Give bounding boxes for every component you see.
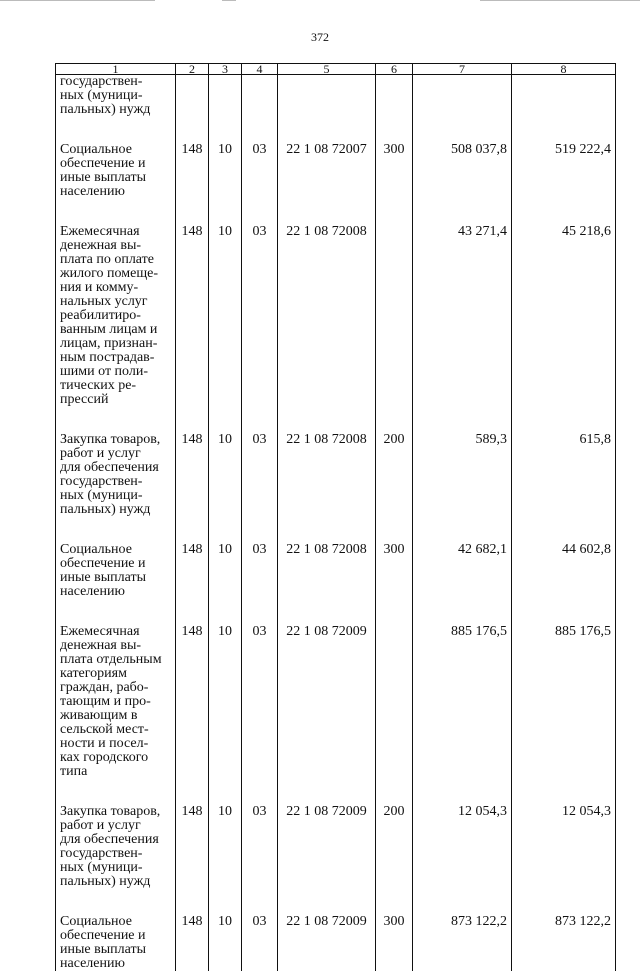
spacer-cell bbox=[512, 779, 616, 799]
code-cell: 148 bbox=[176, 219, 209, 407]
spacer-cell bbox=[376, 407, 413, 427]
spacer-cell bbox=[176, 599, 209, 619]
expense-name-cell bbox=[56, 219, 176, 407]
spacer-cell bbox=[413, 779, 512, 799]
expense-type-cell bbox=[376, 75, 413, 118]
spacer-cell bbox=[512, 599, 616, 619]
expense-type-cell: 200 bbox=[376, 799, 413, 889]
spacer-cell bbox=[512, 117, 616, 137]
expense-name-line: тающим и про- bbox=[60, 695, 175, 709]
expense-name-line: граждан, рабо- bbox=[60, 681, 175, 695]
spacer-cell bbox=[413, 517, 512, 537]
target-cell: 22 1 08 72009 bbox=[278, 909, 376, 971]
spacer-cell bbox=[209, 517, 242, 537]
expense-name-line: типа bbox=[60, 765, 175, 779]
spacer-cell bbox=[376, 517, 413, 537]
expense-name-cell bbox=[56, 75, 176, 118]
amount-cell: 885 176,5 bbox=[413, 619, 512, 779]
spacer-cell bbox=[242, 889, 278, 909]
row-spacer bbox=[56, 779, 616, 799]
col-header-7: 7 bbox=[413, 64, 512, 75]
expense-type-cell: 200 bbox=[376, 427, 413, 517]
spacer-cell bbox=[56, 779, 176, 799]
spacer-cell bbox=[278, 117, 376, 137]
target-cell: 22 1 08 72007 bbox=[278, 137, 376, 199]
spacer-cell bbox=[176, 779, 209, 799]
spacer-cell bbox=[209, 407, 242, 427]
expense-name-line: нальных услуг bbox=[60, 295, 175, 309]
expense-name-line: работ и услуг bbox=[60, 447, 175, 461]
expense-name-line: обеспечение и bbox=[60, 557, 175, 571]
expense-name-cell bbox=[56, 537, 176, 599]
expense-name-line: иные выплаты bbox=[60, 943, 175, 957]
subsection-cell: 03 bbox=[242, 427, 278, 517]
section-cell bbox=[209, 75, 242, 118]
spacer-cell bbox=[209, 117, 242, 137]
section-cell: 10 bbox=[209, 219, 242, 407]
expense-name-line: государствен- bbox=[60, 847, 175, 861]
col-header-8: 8 bbox=[512, 64, 616, 75]
spacer-cell bbox=[278, 199, 376, 219]
table-row bbox=[56, 75, 616, 118]
table-row bbox=[56, 537, 616, 599]
row-spacer bbox=[56, 599, 616, 619]
scan-edge-line bbox=[480, 0, 640, 1]
target-cell: 22 1 08 72008 bbox=[278, 219, 376, 407]
spacer-cell bbox=[278, 599, 376, 619]
spacer-cell bbox=[278, 407, 376, 427]
target-cell: 22 1 08 72008 bbox=[278, 537, 376, 599]
amount-next-cell: 873 122,2 bbox=[512, 909, 616, 971]
expense-name-cell bbox=[56, 909, 176, 971]
expense-name-line: Закупка товаров, bbox=[60, 433, 175, 447]
spacer-cell bbox=[278, 517, 376, 537]
table-row bbox=[56, 799, 616, 889]
spacer-cell bbox=[56, 889, 176, 909]
code-cell: 148 bbox=[176, 537, 209, 599]
expense-name-line: ных (муници- bbox=[60, 489, 175, 503]
scan-edge-line bbox=[0, 0, 155, 1]
expense-name-line: государствен- bbox=[60, 75, 175, 89]
spacer-cell bbox=[242, 199, 278, 219]
expense-name-line: обеспечение и bbox=[60, 157, 175, 171]
expense-name-line: жилого помеще- bbox=[60, 267, 175, 281]
expense-name-line: плата по оплате bbox=[60, 253, 175, 267]
table-row bbox=[56, 427, 616, 517]
spacer-cell bbox=[413, 199, 512, 219]
section-cell: 10 bbox=[209, 619, 242, 779]
col-header-1: 1 bbox=[56, 64, 176, 75]
spacer-cell bbox=[56, 599, 176, 619]
section-cell: 10 bbox=[209, 909, 242, 971]
spacer-cell bbox=[376, 889, 413, 909]
expense-name-line: категориям bbox=[60, 667, 175, 681]
amount-next-cell bbox=[512, 75, 616, 118]
table-row bbox=[56, 137, 616, 199]
row-spacer bbox=[56, 517, 616, 537]
expense-name-line: ках городского bbox=[60, 751, 175, 765]
target-cell: 22 1 08 72009 bbox=[278, 619, 376, 779]
expense-name-line: денежная вы- bbox=[60, 639, 175, 653]
expense-name-line: для обеспечения bbox=[60, 461, 175, 475]
col-header-2: 2 bbox=[176, 64, 209, 75]
spacer-cell bbox=[242, 517, 278, 537]
row-spacer bbox=[56, 117, 616, 137]
spacer-cell bbox=[413, 407, 512, 427]
expense-name-line: населению bbox=[60, 585, 175, 599]
row-spacer bbox=[56, 889, 616, 909]
spacer-cell bbox=[413, 889, 512, 909]
spacer-cell bbox=[376, 779, 413, 799]
expense-name-line: для обеспечения bbox=[60, 833, 175, 847]
table-body bbox=[56, 75, 616, 971]
expense-name-line: Ежемесячная bbox=[60, 625, 175, 639]
subsection-cell: 03 bbox=[242, 799, 278, 889]
expense-name-line: лицам, признан- bbox=[60, 337, 175, 351]
amount-cell: 12 054,3 bbox=[413, 799, 512, 889]
expense-name-line: населению bbox=[60, 185, 175, 199]
expense-name-line: иные выплаты bbox=[60, 171, 175, 185]
section-cell: 10 bbox=[209, 427, 242, 517]
spacer-cell bbox=[56, 117, 176, 137]
expense-name-line: шими от поли- bbox=[60, 365, 175, 379]
expense-name-line: населению bbox=[60, 957, 175, 971]
amount-next-cell: 615,8 bbox=[512, 427, 616, 517]
target-cell bbox=[278, 75, 376, 118]
page-number: 372 bbox=[0, 30, 640, 45]
subsection-cell: 03 bbox=[242, 537, 278, 599]
expense-name-line: сельской мест- bbox=[60, 723, 175, 737]
amount-cell: 43 271,4 bbox=[413, 219, 512, 407]
expense-name-line: обеспечение и bbox=[60, 929, 175, 943]
subsection-cell bbox=[242, 75, 278, 118]
spacer-cell bbox=[56, 407, 176, 427]
spacer-cell bbox=[278, 779, 376, 799]
spacer-cell bbox=[176, 407, 209, 427]
expense-name-cell bbox=[56, 427, 176, 517]
spacer-cell bbox=[209, 199, 242, 219]
expense-name-line: Социальное bbox=[60, 543, 175, 557]
amount-next-cell: 44 602,8 bbox=[512, 537, 616, 599]
target-cell: 22 1 08 72008 bbox=[278, 427, 376, 517]
header-row bbox=[56, 64, 616, 75]
spacer-cell bbox=[176, 517, 209, 537]
subsection-cell: 03 bbox=[242, 137, 278, 199]
code-cell: 148 bbox=[176, 909, 209, 971]
expense-name-line: иные выплаты bbox=[60, 571, 175, 585]
expense-name-cell bbox=[56, 137, 176, 199]
code-cell: 148 bbox=[176, 427, 209, 517]
spacer-cell bbox=[512, 889, 616, 909]
code-cell: 148 bbox=[176, 799, 209, 889]
spacer-cell bbox=[56, 199, 176, 219]
expense-name-line: ванным лицам и bbox=[60, 323, 175, 337]
amount-cell: 42 682,1 bbox=[413, 537, 512, 599]
scan-edge-line bbox=[222, 0, 236, 1]
spacer-cell bbox=[176, 199, 209, 219]
spacer-cell bbox=[512, 407, 616, 427]
expense-name-line: Социальное bbox=[60, 915, 175, 929]
expense-type-cell: 300 bbox=[376, 909, 413, 971]
expense-name-line: ных (муници- bbox=[60, 861, 175, 875]
expense-name-line: Ежемесячная bbox=[60, 225, 175, 239]
target-cell: 22 1 08 72009 bbox=[278, 799, 376, 889]
amount-next-cell: 519 222,4 bbox=[512, 137, 616, 199]
section-cell: 10 bbox=[209, 537, 242, 599]
table-row bbox=[56, 619, 616, 779]
spacer-cell bbox=[242, 599, 278, 619]
spacer-cell bbox=[413, 117, 512, 137]
spacer-cell bbox=[413, 599, 512, 619]
spacer-cell bbox=[209, 889, 242, 909]
spacer-cell bbox=[209, 599, 242, 619]
col-header-3: 3 bbox=[209, 64, 242, 75]
expense-name-line: государствен- bbox=[60, 475, 175, 489]
subsection-cell: 03 bbox=[242, 909, 278, 971]
expense-name-line: работ и услуг bbox=[60, 819, 175, 833]
code-cell bbox=[176, 75, 209, 118]
budget-table bbox=[55, 63, 616, 971]
expense-type-cell: 300 bbox=[376, 137, 413, 199]
spacer-cell bbox=[376, 599, 413, 619]
table-row bbox=[56, 219, 616, 407]
spacer-cell bbox=[176, 117, 209, 137]
expense-name-line: тических ре- bbox=[60, 379, 175, 393]
expense-name-line: пальных) нужд bbox=[60, 103, 175, 117]
spacer-cell bbox=[242, 117, 278, 137]
expense-name-line: ния и комму- bbox=[60, 281, 175, 295]
col-header-4: 4 bbox=[242, 64, 278, 75]
subsection-cell: 03 bbox=[242, 219, 278, 407]
spacer-cell bbox=[209, 779, 242, 799]
section-cell: 10 bbox=[209, 799, 242, 889]
row-spacer bbox=[56, 407, 616, 427]
amount-next-cell: 45 218,6 bbox=[512, 219, 616, 407]
expense-type-cell bbox=[376, 219, 413, 407]
expense-name-line: ности и посел- bbox=[60, 737, 175, 751]
spacer-cell bbox=[512, 199, 616, 219]
col-header-5: 5 bbox=[278, 64, 376, 75]
spacer-cell bbox=[278, 889, 376, 909]
spacer-cell bbox=[56, 517, 176, 537]
expense-name-line: Социальное bbox=[60, 143, 175, 157]
spacer-cell bbox=[242, 407, 278, 427]
amount-cell bbox=[413, 75, 512, 118]
expense-name-line: денежная вы- bbox=[60, 239, 175, 253]
amount-cell: 873 122,2 bbox=[413, 909, 512, 971]
expense-name-line: пальных) нужд bbox=[60, 875, 175, 889]
expense-name-line: плата отдельным bbox=[60, 653, 175, 667]
amount-cell: 589,3 bbox=[413, 427, 512, 517]
amount-next-cell: 12 054,3 bbox=[512, 799, 616, 889]
expense-type-cell bbox=[376, 619, 413, 779]
expense-name-line: ных (муници- bbox=[60, 89, 175, 103]
expense-name-line: ным пострадав- bbox=[60, 351, 175, 365]
expense-name-line: прессий bbox=[60, 393, 175, 407]
spacer-cell bbox=[376, 199, 413, 219]
spacer-cell bbox=[242, 779, 278, 799]
expense-type-cell: 300 bbox=[376, 537, 413, 599]
expense-name-line: живающим в bbox=[60, 709, 175, 723]
expense-name-cell bbox=[56, 799, 176, 889]
spacer-cell bbox=[176, 889, 209, 909]
expense-name-line: пальных) нужд bbox=[60, 503, 175, 517]
table-row bbox=[56, 909, 616, 971]
expense-name-cell bbox=[56, 619, 176, 779]
amount-next-cell: 885 176,5 bbox=[512, 619, 616, 779]
expense-name-line: Закупка товаров, bbox=[60, 805, 175, 819]
section-cell: 10 bbox=[209, 137, 242, 199]
spacer-cell bbox=[512, 517, 616, 537]
spacer-cell bbox=[376, 117, 413, 137]
row-spacer bbox=[56, 199, 616, 219]
code-cell: 148 bbox=[176, 137, 209, 199]
col-header-6: 6 bbox=[376, 64, 413, 75]
amount-cell: 508 037,8 bbox=[413, 137, 512, 199]
subsection-cell: 03 bbox=[242, 619, 278, 779]
code-cell: 148 bbox=[176, 619, 209, 779]
expense-name-line: реабилитиро- bbox=[60, 309, 175, 323]
